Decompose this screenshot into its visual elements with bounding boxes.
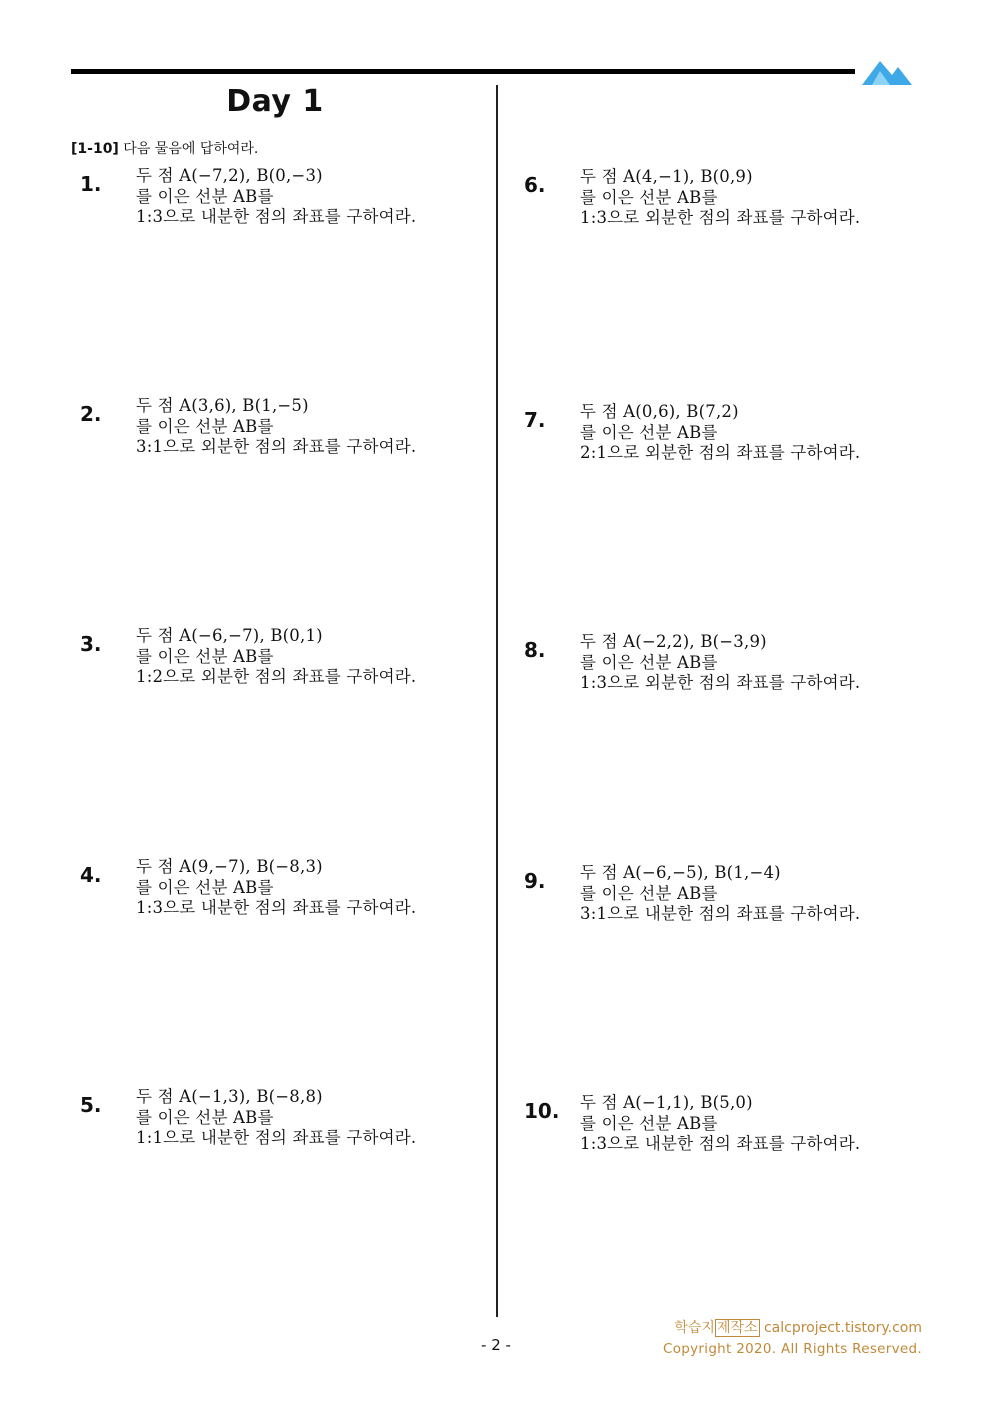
problem-line: 1:2으로 외분한 점의 좌표를 구하여라. [136, 667, 417, 686]
instruction-range: [1-10] [71, 141, 119, 157]
problem-number: 5. [80, 1093, 102, 1117]
problem-line: 를 이은 선분 AB를 [136, 416, 274, 436]
problem-line: 1:3으로 외분한 점의 좌표를 구하여라. [580, 208, 861, 227]
instruction [71, 138, 258, 158]
problem-text [580, 863, 860, 925]
problem-line: 1:1으로 내분한 점의 좌표를 구하여라. [136, 1128, 417, 1147]
instruction-text: 다음 물음에 답하여라. [123, 141, 259, 157]
brand-boxed: 제작소 [716, 1320, 758, 1336]
column-divider [496, 85, 498, 1317]
problem-line: 를 이은 선분 AB를 [580, 1113, 718, 1133]
problem-number: 1. [80, 172, 102, 196]
problem-line: 를 이은 선분 AB를 [580, 422, 718, 442]
problem-line: 1:3으로 내분한 점의 좌표를 구하여라. [136, 898, 417, 917]
problem-line: 를 이은 선분 AB를 [136, 186, 274, 206]
problem-line: 두 점 A(−6,−7), B(0,1) [136, 626, 323, 645]
problem-text [580, 402, 860, 464]
problem-number: 7. [524, 408, 546, 432]
mountain-logo-icon [862, 57, 912, 85]
problem-line: 3:1으로 내분한 점의 좌표를 구하여라. [580, 904, 861, 923]
problem-line: 를 이은 선분 AB를 [136, 646, 274, 666]
page-title: Day 1 [226, 84, 324, 119]
brand-prefix: 학습지 [674, 1320, 715, 1336]
problem-line: 2:1으로 외분한 점의 좌표를 구하여라. [580, 443, 861, 462]
problem-line: 를 이은 선분 AB를 [136, 1107, 274, 1127]
problem-line: 두 점 A(−7,2), B(0,−3) [136, 166, 323, 185]
problem-text [580, 1093, 860, 1155]
problem-line: 를 이은 선분 AB를 [580, 187, 718, 207]
problem-line: 3:1으로 외분한 점의 좌표를 구하여라. [136, 437, 417, 456]
problem-line: 두 점 A(−1,3), B(−8,8) [136, 1087, 323, 1106]
top-rule [71, 69, 855, 74]
problem-line: 두 점 A(−2,2), B(−3,9) [580, 632, 767, 651]
problem-number: 6. [524, 173, 546, 197]
problem-number: 2. [80, 402, 102, 426]
problem-text [580, 167, 860, 229]
problem-line: 두 점 A(4,−1), B(0,9) [580, 167, 753, 186]
problem-line: 를 이은 선분 AB를 [580, 883, 718, 903]
problem-line: 두 점 A(−1,1), B(5,0) [580, 1093, 753, 1112]
problem-number: 4. [80, 863, 102, 887]
problem-number: 10. [524, 1099, 560, 1123]
problem-text [136, 166, 416, 228]
problem-number: 8. [524, 638, 546, 662]
footer-copyright: Copyright 2020. All Rights Reserved. [662, 1341, 922, 1357]
problem-text [136, 1087, 416, 1149]
problem-number: 9. [524, 869, 546, 893]
brand-site: calcproject.tistory.com [759, 1320, 922, 1336]
problem-text [580, 632, 860, 694]
problem-line: 두 점 A(−6,−5), B(1,−4) [580, 863, 781, 882]
problem-line: 1:3으로 내분한 점의 좌표를 구하여라. [580, 1134, 861, 1153]
problem-line: 두 점 A(9,−7), B(−8,3) [136, 857, 323, 876]
problem-line: 1:3으로 내분한 점의 좌표를 구하여라. [136, 207, 417, 226]
problem-line: 를 이은 선분 AB를 [580, 652, 718, 672]
problem-text [136, 626, 416, 688]
page-number: - 2 - [481, 1336, 511, 1354]
problem-line: 를 이은 선분 AB를 [136, 877, 274, 897]
footer-brand [674, 1317, 922, 1337]
problem-number: 3. [80, 632, 102, 656]
problem-text [136, 857, 416, 919]
problem-line: 두 점 A(0,6), B(7,2) [580, 402, 739, 421]
problem-text [136, 396, 416, 458]
problem-line: 두 점 A(3,6), B(1,−5) [136, 396, 309, 415]
problem-line: 1:3으로 외분한 점의 좌표를 구하여라. [580, 673, 861, 692]
